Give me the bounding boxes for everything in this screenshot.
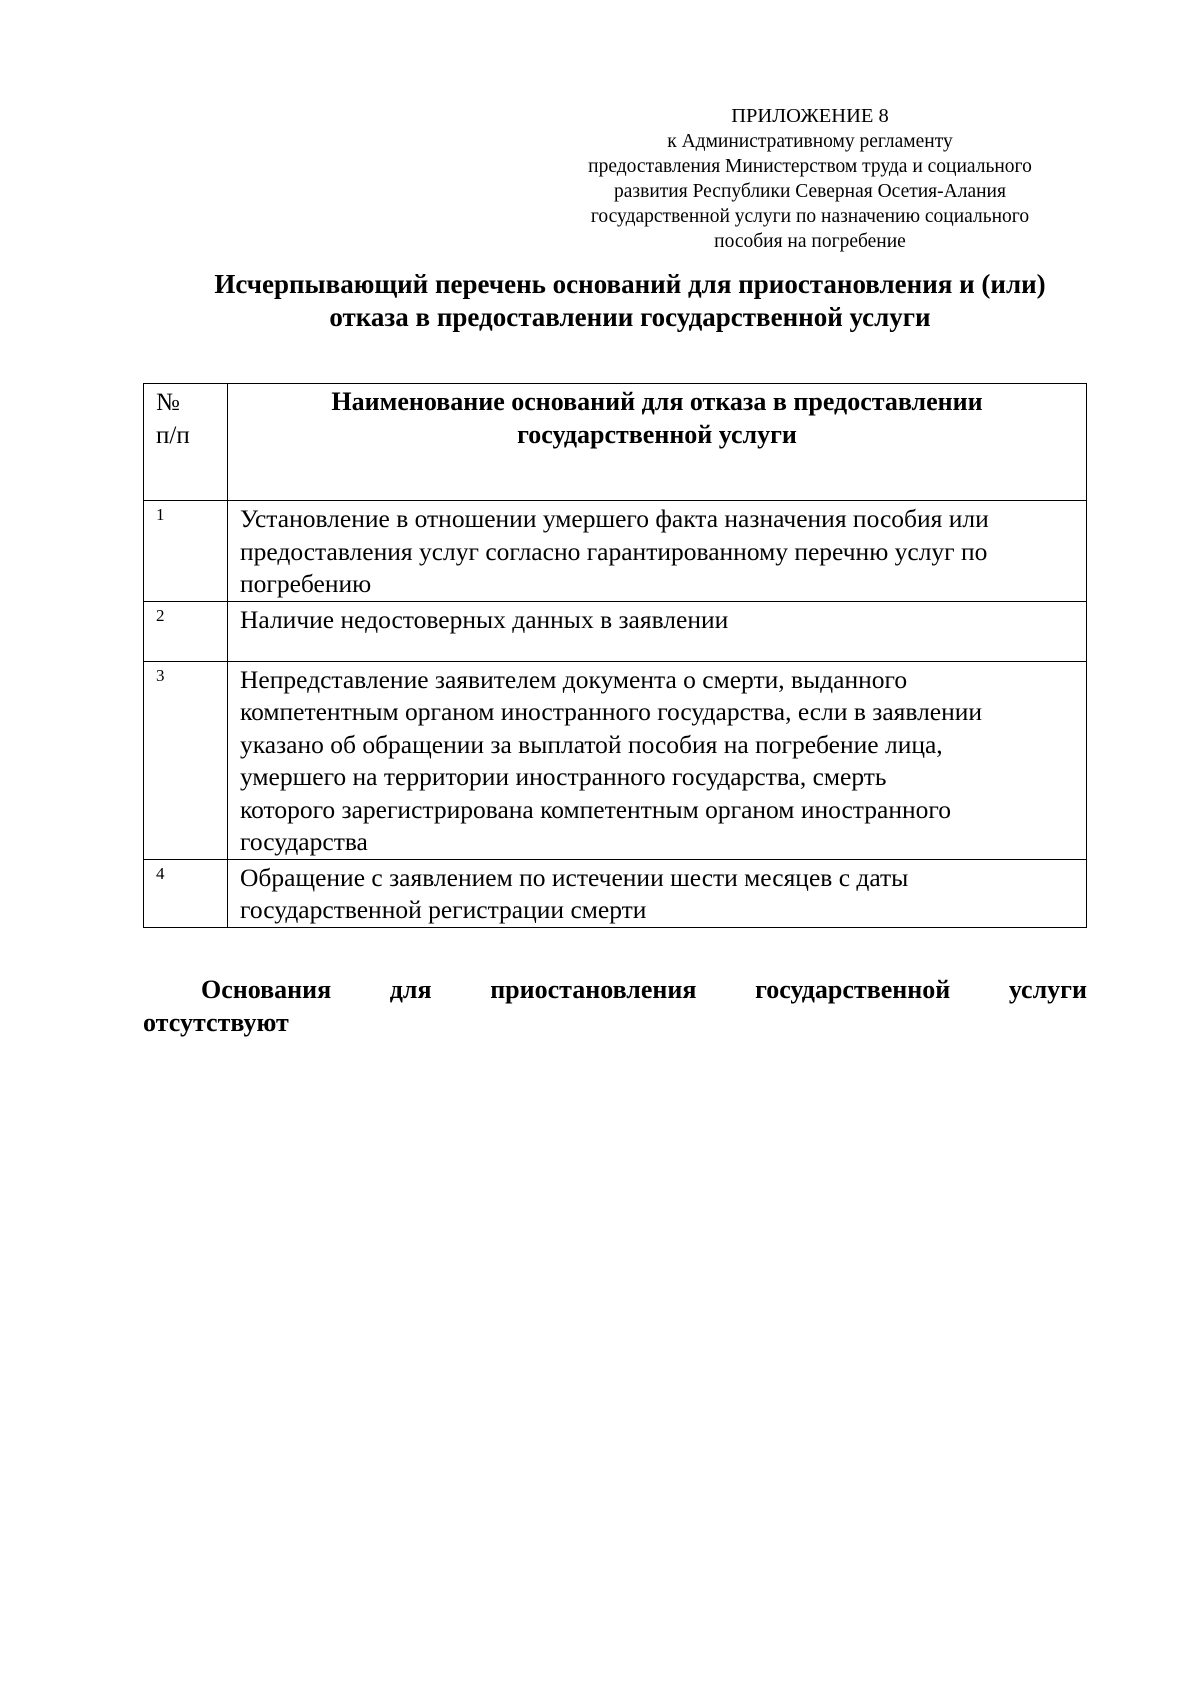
heading-line-2: отказа в предоставлении государственной услуги — [329, 302, 931, 332]
row-text-line: Обращение с заявлением по истечении шести месяцев с даты — [240, 862, 909, 892]
grounds-table — [143, 383, 1087, 928]
appendix-line: развития Республики Северная Осетия-Алания — [614, 181, 1006, 202]
document-heading — [150, 268, 1110, 334]
row-number: 3 — [144, 661, 228, 859]
row-text-line: Установление в отношении умершего факта назначения пособия или — [240, 504, 989, 533]
conclusion-line-2: отсутствуют — [143, 1008, 289, 1037]
row-text — [228, 661, 1087, 859]
row-text-line: предоставления услуг согласно гарантированному перечню услуг по — [240, 536, 988, 566]
header-number-abbr: п/п — [156, 422, 190, 449]
row-text-line: указано об обращении за выплатой пособия на погребение лица, — [240, 729, 943, 759]
table-row — [144, 601, 1087, 661]
table-row — [144, 661, 1087, 859]
conclusion-line-1 — [143, 973, 1087, 1006]
row-text-line: умершего на территории иностранного государства, смерть — [240, 762, 887, 791]
header-number-sign: № — [156, 389, 180, 416]
appendix-reference — [540, 104, 1080, 254]
row-text-line: государства — [240, 827, 368, 856]
row-text-line: Непредставление заявителем документа о смерти, выданного — [240, 664, 908, 694]
conclusion-statement — [143, 973, 1087, 1039]
header-number-column — [144, 384, 228, 501]
table-header-row — [144, 384, 1087, 501]
row-text-line: компетентным органом иностранного государства, если в заявлении — [240, 697, 983, 726]
row-text-line: которого зарегистрирована компетентным органом иностранного — [240, 794, 951, 824]
appendix-line: предоставления Министерством труда и социального — [588, 156, 1032, 177]
row-text — [228, 859, 1087, 927]
table-row — [144, 501, 1087, 602]
appendix-line: пособия на погребение — [714, 231, 906, 252]
conclusion-word: государственной — [755, 975, 951, 1004]
header-title-column: Наименование оснований для отказа в предоставлении государственной услуги — [228, 384, 1087, 501]
row-text-line: погребению — [240, 569, 372, 598]
appendix-title: ПРИЛОЖЕНИЕ 8 — [731, 105, 889, 127]
heading-line-1: Исчерпывающий перечень оснований для приостановления и (или) — [214, 269, 1046, 299]
conclusion-word: приостановления — [490, 975, 697, 1004]
row-text — [228, 501, 1087, 602]
row-number: 2 — [144, 601, 228, 661]
conclusion-word: услуги — [1008, 975, 1087, 1004]
row-number: 1 — [144, 501, 228, 602]
appendix-line: государственной услуги по назначению социального — [590, 206, 1030, 227]
row-text — [228, 601, 1087, 661]
conclusion-word: для — [389, 975, 432, 1004]
appendix-line: к Административному регламенту — [667, 131, 953, 152]
conclusion-word: Основания — [201, 975, 332, 1004]
row-text-line: государственной регистрации смерти — [240, 895, 647, 924]
row-number: 4 — [144, 859, 228, 927]
table-row — [144, 859, 1087, 927]
row-text-line: Наличие недостоверных данных в заявлении — [240, 604, 729, 634]
